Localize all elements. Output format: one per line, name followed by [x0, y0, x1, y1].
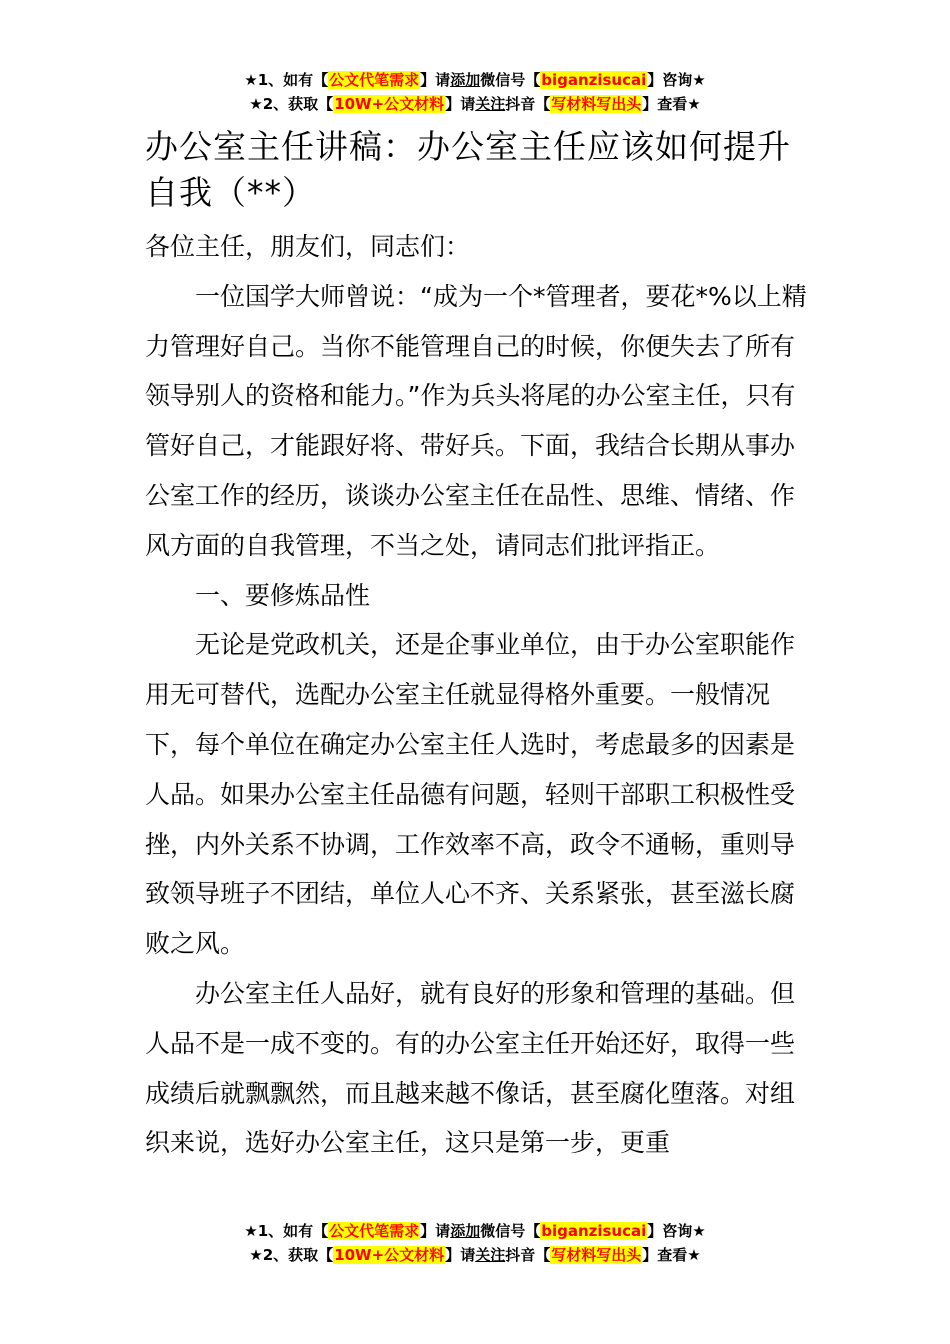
top-banner	[0, 68, 950, 116]
banner-text: 】请	[445, 1246, 476, 1264]
body-paragraph: 一位国学大师曾说：“成为一个*管理者，要花*%以上精力管理好自己。当你不能管理自己的时候，你便失去了所有领导别人的资格和能力。”作为兵头将尾的办公室主任，只有管好自己，才能跟好将、带好兵。下面，我结合长期从事办公室工作的经历，谈谈办公室主任在品性、思维、情绪、作风方面的自我管理，不当之处，请同志们批评指正。	[145, 281, 807, 560]
banner-text: 微信号【	[480, 71, 541, 89]
document-body	[145, 222, 810, 1168]
body-paragraph: 办公室主任人品好，就有良好的形象和管理的基础。但人品不是一成不变的。有的办公室主任开始还好，取得一些成绩后就飘飘然，而且越来越不像话，甚至腐化堕落。对组织来说，选好办公室主任，这只是第一步，更重	[145, 978, 796, 1158]
banner-highlight-douyin-id: 写材料写出头	[551, 95, 642, 113]
banner-emphasis: 添加	[450, 1222, 481, 1240]
banner-text: 】咨询★	[647, 1222, 706, 1240]
salutation: 各位主任，朋友们，同志们：	[145, 232, 471, 261]
banner-highlight: 公文代笔需求	[329, 71, 420, 89]
banner-text: 】请	[420, 71, 451, 89]
banner-text: 】查看★	[642, 95, 701, 113]
banner-line-2	[0, 92, 950, 116]
banner-text: ★1、如有【	[244, 1222, 329, 1240]
banner-highlight: 公文代笔需求	[329, 1222, 420, 1240]
banner-highlight-wechat-id: biganzisucai	[541, 71, 647, 89]
bottom-banner	[0, 1219, 950, 1267]
banner-text: 抖音【	[505, 1246, 551, 1264]
banner-line-1	[0, 1219, 950, 1243]
banner-highlight: 10W+公文材料	[334, 95, 445, 113]
banner-line-1	[0, 68, 950, 92]
banner-line-2	[0, 1243, 950, 1267]
banner-text: ★2、获取【	[249, 95, 334, 113]
banner-text: 】请	[445, 95, 476, 113]
banner-text: 】咨询★	[647, 71, 706, 89]
banner-emphasis: 关注	[475, 95, 506, 113]
banner-text: 微信号【	[480, 1222, 541, 1240]
section-heading: 一、要修炼品性	[195, 580, 371, 610]
banner-text: 抖音【	[505, 95, 551, 113]
banner-text: ★1、如有【	[244, 71, 329, 89]
banner-emphasis: 添加	[450, 71, 481, 89]
banner-highlight-douyin-id: 写材料写出头	[551, 1246, 642, 1264]
banner-emphasis: 关注	[475, 1246, 506, 1264]
banner-highlight-wechat-id: biganzisucai	[541, 1222, 647, 1240]
body-paragraph: 无论是党政机关，还是企事业单位，由于办公室职能作用无可替代，选配办公室主任就显得格外重要。一般情况下，每个单位在确定办公室主任人选时，考虑最多的因素是人品。如果办公室主任品德有问题，轻则干部职工积极性受挫，内外关系不协调，工作效率不高，政令不通畅，重则导致领导班子不团结，单位人心不齐、关系紧张，甚至滋长腐败之风。	[145, 630, 796, 959]
banner-text: 】查看★	[642, 1246, 701, 1264]
banner-text: 】请	[420, 1222, 451, 1240]
banner-highlight: 10W+公文材料	[334, 1246, 445, 1264]
banner-text: ★2、获取【	[249, 1246, 334, 1264]
document-title: 办公室主任讲稿：办公室主任应该如何提升自我（**）	[145, 127, 791, 212]
